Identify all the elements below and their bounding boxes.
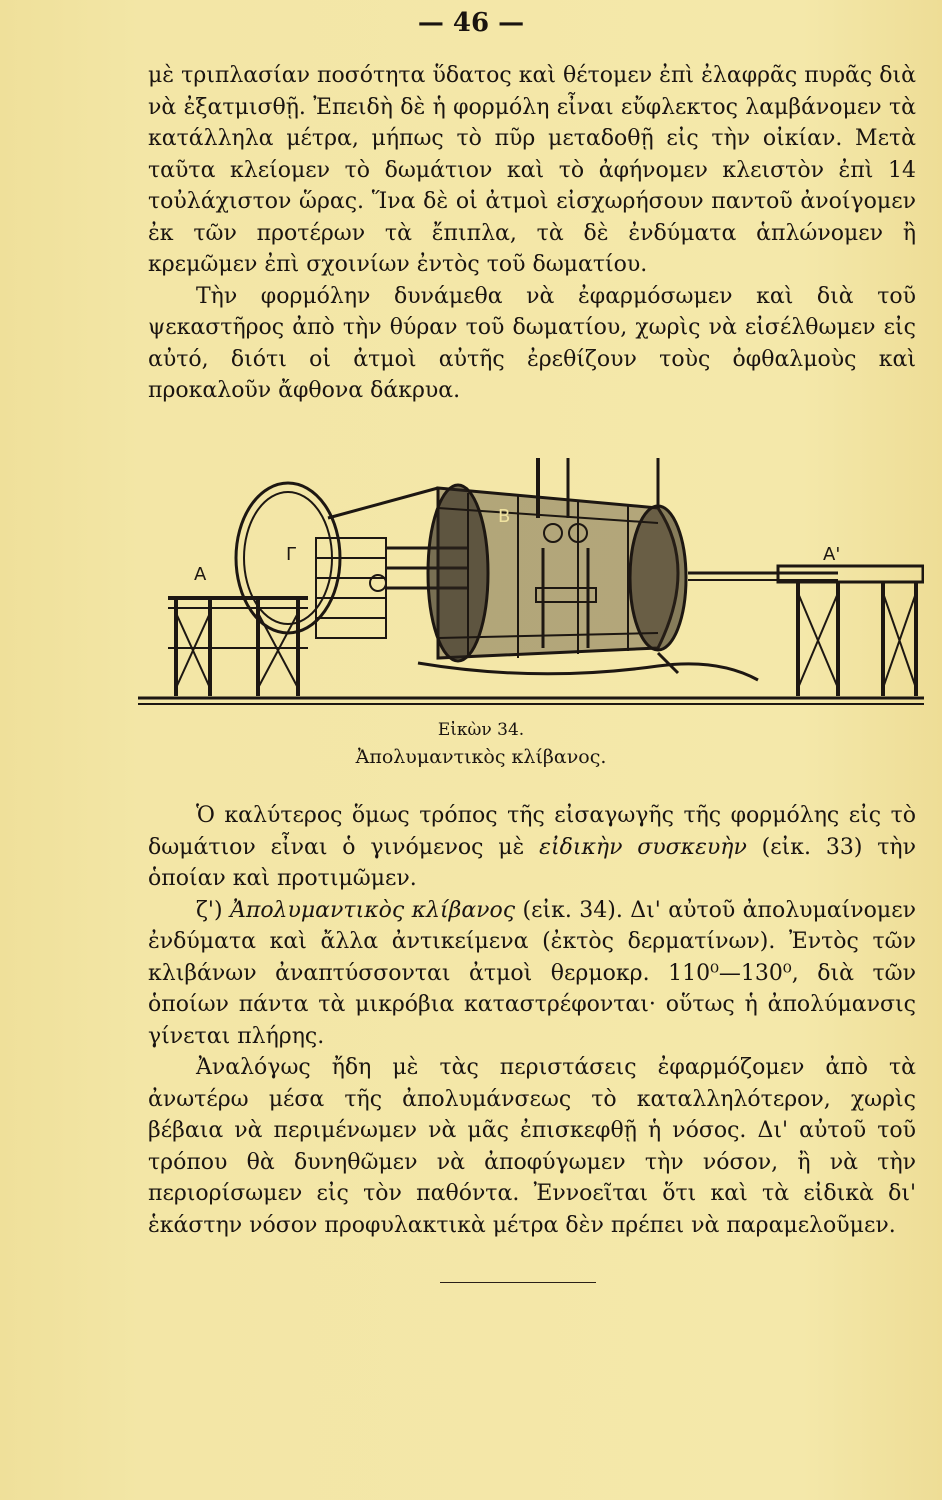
left-rack [168,598,308,696]
label-b: Β [498,506,511,527]
paragraph-5: Ἀναλόγως ἤδη μὲ τὰς περιστάσεις ἐφαρμόζομεν ἀπὸ τὰ ἀνωτέρω μέσα τῆς ἀπολυμάνσεως τὸ καταλληλότερον, χωρὶς βέβαια νὰ περιμένωμεν νὰ μᾶς ἐπισκεφθῇ ἡ νόσος. Δι' αὐτοῦ τοῦ τρόπου θὰ δυνηθῶμεν νὰ ἀποφύγωμεν τὴν νόσον, ἢ νὰ τὴν περιορίσωμεν εἰς τὸν παθόντα. Ἐννοεῖται ὅτι καὶ τὰ εἰδικὰ δι' ἑκάστην νόσον προφυλακτικὰ μέτρα δὲν πρέπει νὰ παραμελοῦμεν. [148,1055,916,1238]
text-block-bottom [148,800,916,1241]
right-rack [778,566,923,696]
label-a-prime: Α' [823,544,841,565]
autoclave-illustration [138,448,924,718]
label-a: Α [194,564,207,585]
paragraph-1: μὲ τριπλασίαν ποσότητα ὕδατος καὶ θέτομεν ἐπὶ ἐλαφρᾶς πυρᾶς διὰ νὰ ἐξατμισθῇ. Ἐπειδὴ δὲ ἡ φορμόλη εἶναι εὔφλεκτος λαμβάνομεν τὰ κατάλληλα μέτρα, μήπως τὸ πῦρ μεταδοθῇ εἰς τὴν οἰκίαν. Μετὰ ταῦτα κλείομεν τὸ δωμάτιον καὶ τὸ ἀφήνομεν κλειστὸν ἐπὶ 14 τοὐλάχιστον ὥρας. Ἵνα δὲ οἱ ἀτμοὶ εἰσχωρήσουν παντοῦ ἀνοίγομεν ἐκ τῶν προτέρων τὰ ἔπιπλα, τὰ δὲ ἐνδύματα ἁπλώνομεν ἢ κρεμῶμεν ἐπὶ σχοινίων ἐντὸς τοῦ δωματίου. [148,63,916,277]
page-number: — 46 — [417,8,525,38]
paragraph-4: ζ') Ἀπολυμαντικὸς κλίβανος (εἰκ. 34). Δι' αὐτοῦ ἀπολυμαίνομεν ἐνδύματα καὶ ἄλλα ἀντικείμενα (ἐκτὸς δερματίνων). Ἐντὸς τῶν κλιβάνων ἀναπτύσσονται ἀτμοὶ θερμοκρ. 110⁰—130⁰, διὰ τῶν ὁποίων πάντα τὰ μικρόβια καταστρέφονται· οὕτως ἡ ἀπολύμανσις γίνεται πλήρης. [148,897,916,1049]
label-g: Γ [286,544,297,565]
end-rule [440,1282,596,1283]
paragraph-2: Τὴν φορμόλην δυνάμεθα νὰ ἐφαρμόσωμεν καὶ διὰ τοῦ ψεκαστῆρος ἀπὸ τὴν θύραν τοῦ δωματίου, χωρὶς νὰ εἰσέλθωμεν εἰς αὐτό, διότι οἱ ἀτμοὶ αὐτῆς ἐρεθίζουν τοὺς ὀφθαλμοὺς καὶ προκαλοῦν ἄφθονα δάκρυα. [148,283,916,403]
figure-caption: Ἀπολυμαντικὸς κλίβανος. [355,746,607,768]
figure-number: Εἰκὼν 34. [437,720,525,740]
text-block-top [148,60,916,407]
paragraph-3: Ὁ καλύτερος ὅμως τρόπος τῆς εἰσαγωγῆς τῆς φορμόλης εἰς τὸ δωμάτιον εἶναι ὁ γινόμενος μὲ εἰδικὴν συσκευὴν (εἰκ. 33) τὴν ὁποίαν καὶ προτιμῶμεν. [148,803,916,891]
drum-cylinder [428,485,686,661]
